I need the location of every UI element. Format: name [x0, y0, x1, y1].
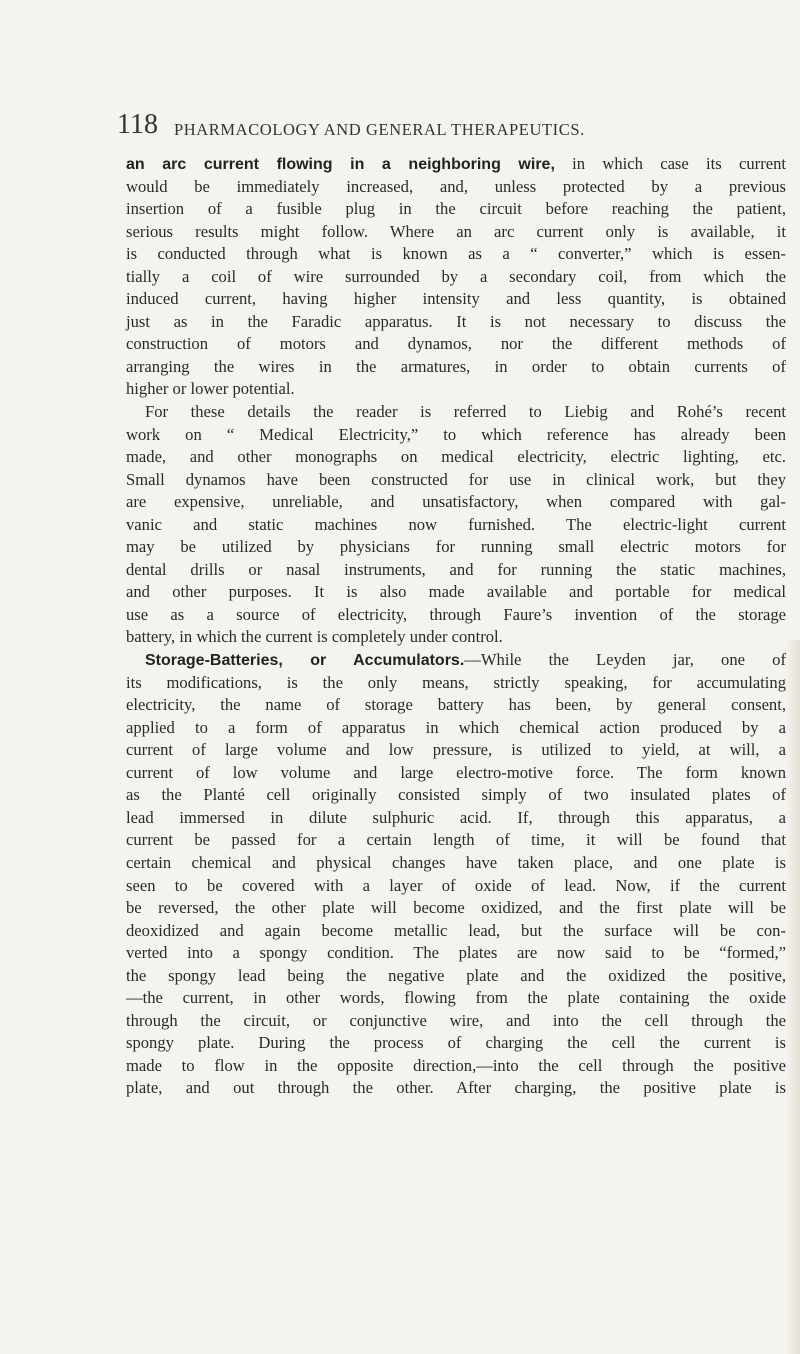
- text-line: [126, 153, 786, 176]
- line-text: —the current, in other words, flowing from the plate containing the oxide: [126, 988, 786, 1008]
- line-text: Small dynamos have been constructed for use in clinical work, but they: [126, 469, 786, 489]
- text-line: [126, 266, 786, 289]
- text-line: [126, 829, 786, 852]
- text-line: [126, 514, 786, 537]
- line-text: in which case its current: [554, 154, 786, 173]
- line-text: insertion of a fusible plug in the circuit before reaching the patient,: [126, 199, 786, 219]
- text-line: [126, 559, 786, 582]
- text-line: [126, 198, 786, 221]
- text-line: [126, 807, 786, 830]
- line-text: electricity, the name of storage battery has been, by general consent,: [126, 695, 786, 715]
- text-line: [126, 672, 786, 695]
- text-line: [126, 356, 786, 379]
- line-text: work on “ Medical Electricity,” to which reference has already been: [126, 424, 786, 444]
- text-line: [126, 176, 786, 199]
- line-text: as the Planté cell originally consisted simply of two insulated plates of: [126, 785, 786, 805]
- text-line: [126, 333, 786, 356]
- line-text: For these details the reader is referred to Liebig and Rohé’s recent: [145, 402, 786, 422]
- line-text: serious results might follow. Where an arc current only is available, it: [126, 221, 786, 241]
- text-line: [126, 1077, 786, 1100]
- text-line: [126, 897, 786, 920]
- text-line: [126, 1032, 786, 1055]
- text-line: [126, 739, 786, 762]
- line-text: arranging the wires in the armatures, in order to obtain currents of: [126, 356, 786, 376]
- line-text: through the circuit, or conjunctive wire, and into the cell through the: [126, 1010, 786, 1030]
- line-text: —While the Leyden jar, one of: [464, 650, 786, 670]
- text-line: [126, 920, 786, 943]
- line-text: tially a coil of wire surrounded by a secondary coil, from which the: [126, 266, 786, 286]
- text-line: [126, 852, 786, 875]
- line-text: deoxidized and again become metallic lead, but the surface will be con-: [126, 920, 786, 940]
- text-line: [126, 1055, 786, 1078]
- text-line: [126, 378, 786, 401]
- line-text: current of low volume and large electro-motive force. The form known: [126, 762, 786, 782]
- text-line: [126, 311, 786, 334]
- line-text: may be utilized by physicians for running small electric motors for: [126, 537, 786, 557]
- line-text: spongy plate. During the process of charging the cell the current is: [126, 1033, 786, 1053]
- bold-lead-text: Storage-Batteries, or Accumulators.: [145, 652, 465, 670]
- text-line: [126, 469, 786, 492]
- text-line: [126, 626, 786, 649]
- text-line: [126, 401, 786, 424]
- text-line: [126, 446, 786, 469]
- running-head: PHARMACOLOGY AND GENERAL THERAPEUTICS.: [174, 120, 585, 139]
- bold-lead-text: an arc current flowing in a neighboring wire,: [126, 156, 555, 173]
- page-number: 118: [117, 109, 158, 140]
- line-text: vanic and static machines now furnished. The electric-light current: [126, 514, 786, 534]
- text-line: [126, 1010, 786, 1033]
- body-text: [126, 153, 786, 1100]
- text-line: [126, 694, 786, 717]
- text-line: [126, 491, 786, 514]
- text-line: [126, 717, 786, 740]
- text-line: [126, 942, 786, 965]
- line-text: plate, and out through the other. After charging, the positive plate is: [126, 1078, 786, 1098]
- text-line: [126, 243, 786, 266]
- line-text: current be passed for a certain length of time, it will be found that: [126, 830, 786, 850]
- line-text: be reversed, the other plate will become oxidized, and the first plate will be: [126, 898, 786, 918]
- text-line: [126, 424, 786, 447]
- line-text: higher or lower potential.: [126, 379, 295, 399]
- page-header: [117, 108, 677, 148]
- line-text: seen to be covered with a layer of oxide of lead. Now, if the current: [126, 875, 786, 895]
- text-line: [126, 762, 786, 785]
- text-line: [126, 784, 786, 807]
- text-line: [126, 875, 786, 898]
- line-text: certain chemical and physical changes have taken place, and one plate is: [126, 852, 786, 872]
- line-text: is conducted through what is known as a “ converter,” which is essen-: [126, 244, 786, 264]
- line-text: the spongy lead being the negative plate and the oxidized the positive,: [126, 965, 786, 985]
- line-text: use as a source of electricity, through Faure’s invention of the storage: [126, 604, 786, 624]
- text-line: [126, 288, 786, 311]
- text-line: [126, 604, 786, 627]
- text-line: [126, 649, 786, 672]
- line-text: its modifications, is the only means, strictly speaking, for accumulating: [126, 672, 786, 692]
- line-text: dental drills or nasal instruments, and for running the static machines,: [126, 559, 786, 579]
- line-text: just as in the Faradic apparatus. It is not necessary to discuss the: [126, 311, 786, 331]
- line-text: battery, in which the current is completely under control.: [126, 627, 503, 647]
- line-text: are expensive, unreliable, and unsatisfactory, when compared with gal-: [126, 492, 786, 512]
- text-line: [126, 965, 786, 988]
- line-text: lead immersed in dilute sulphuric acid. If, through this apparatus, a: [126, 807, 786, 827]
- line-text: current of large volume and low pressure, is utilized to yield, at will, a: [126, 740, 786, 760]
- line-text: would be immediately increased, and, unless protected by a previous: [126, 176, 786, 196]
- line-text: induced current, having higher intensity and less quantity, is obtained: [126, 289, 786, 309]
- line-text: verted into a spongy condition. The plates are now said to be “formed,”: [126, 943, 786, 963]
- text-line: [126, 221, 786, 244]
- line-text: and other purposes. It is also made available and portable for medical: [126, 582, 786, 602]
- page-edge-stain: [786, 640, 800, 1354]
- text-line: [126, 536, 786, 559]
- line-text: made, and other monographs on medical electricity, electric lighting, etc.: [126, 447, 786, 467]
- text-line: [126, 581, 786, 604]
- line-text: construction of motors and dynamos, nor the different methods of: [126, 334, 786, 354]
- line-text: applied to a form of apparatus in which chemical action produced by a: [126, 717, 786, 737]
- text-line: [126, 987, 786, 1010]
- line-text: made to flow in the opposite direction,—into the cell through the positive: [126, 1055, 786, 1075]
